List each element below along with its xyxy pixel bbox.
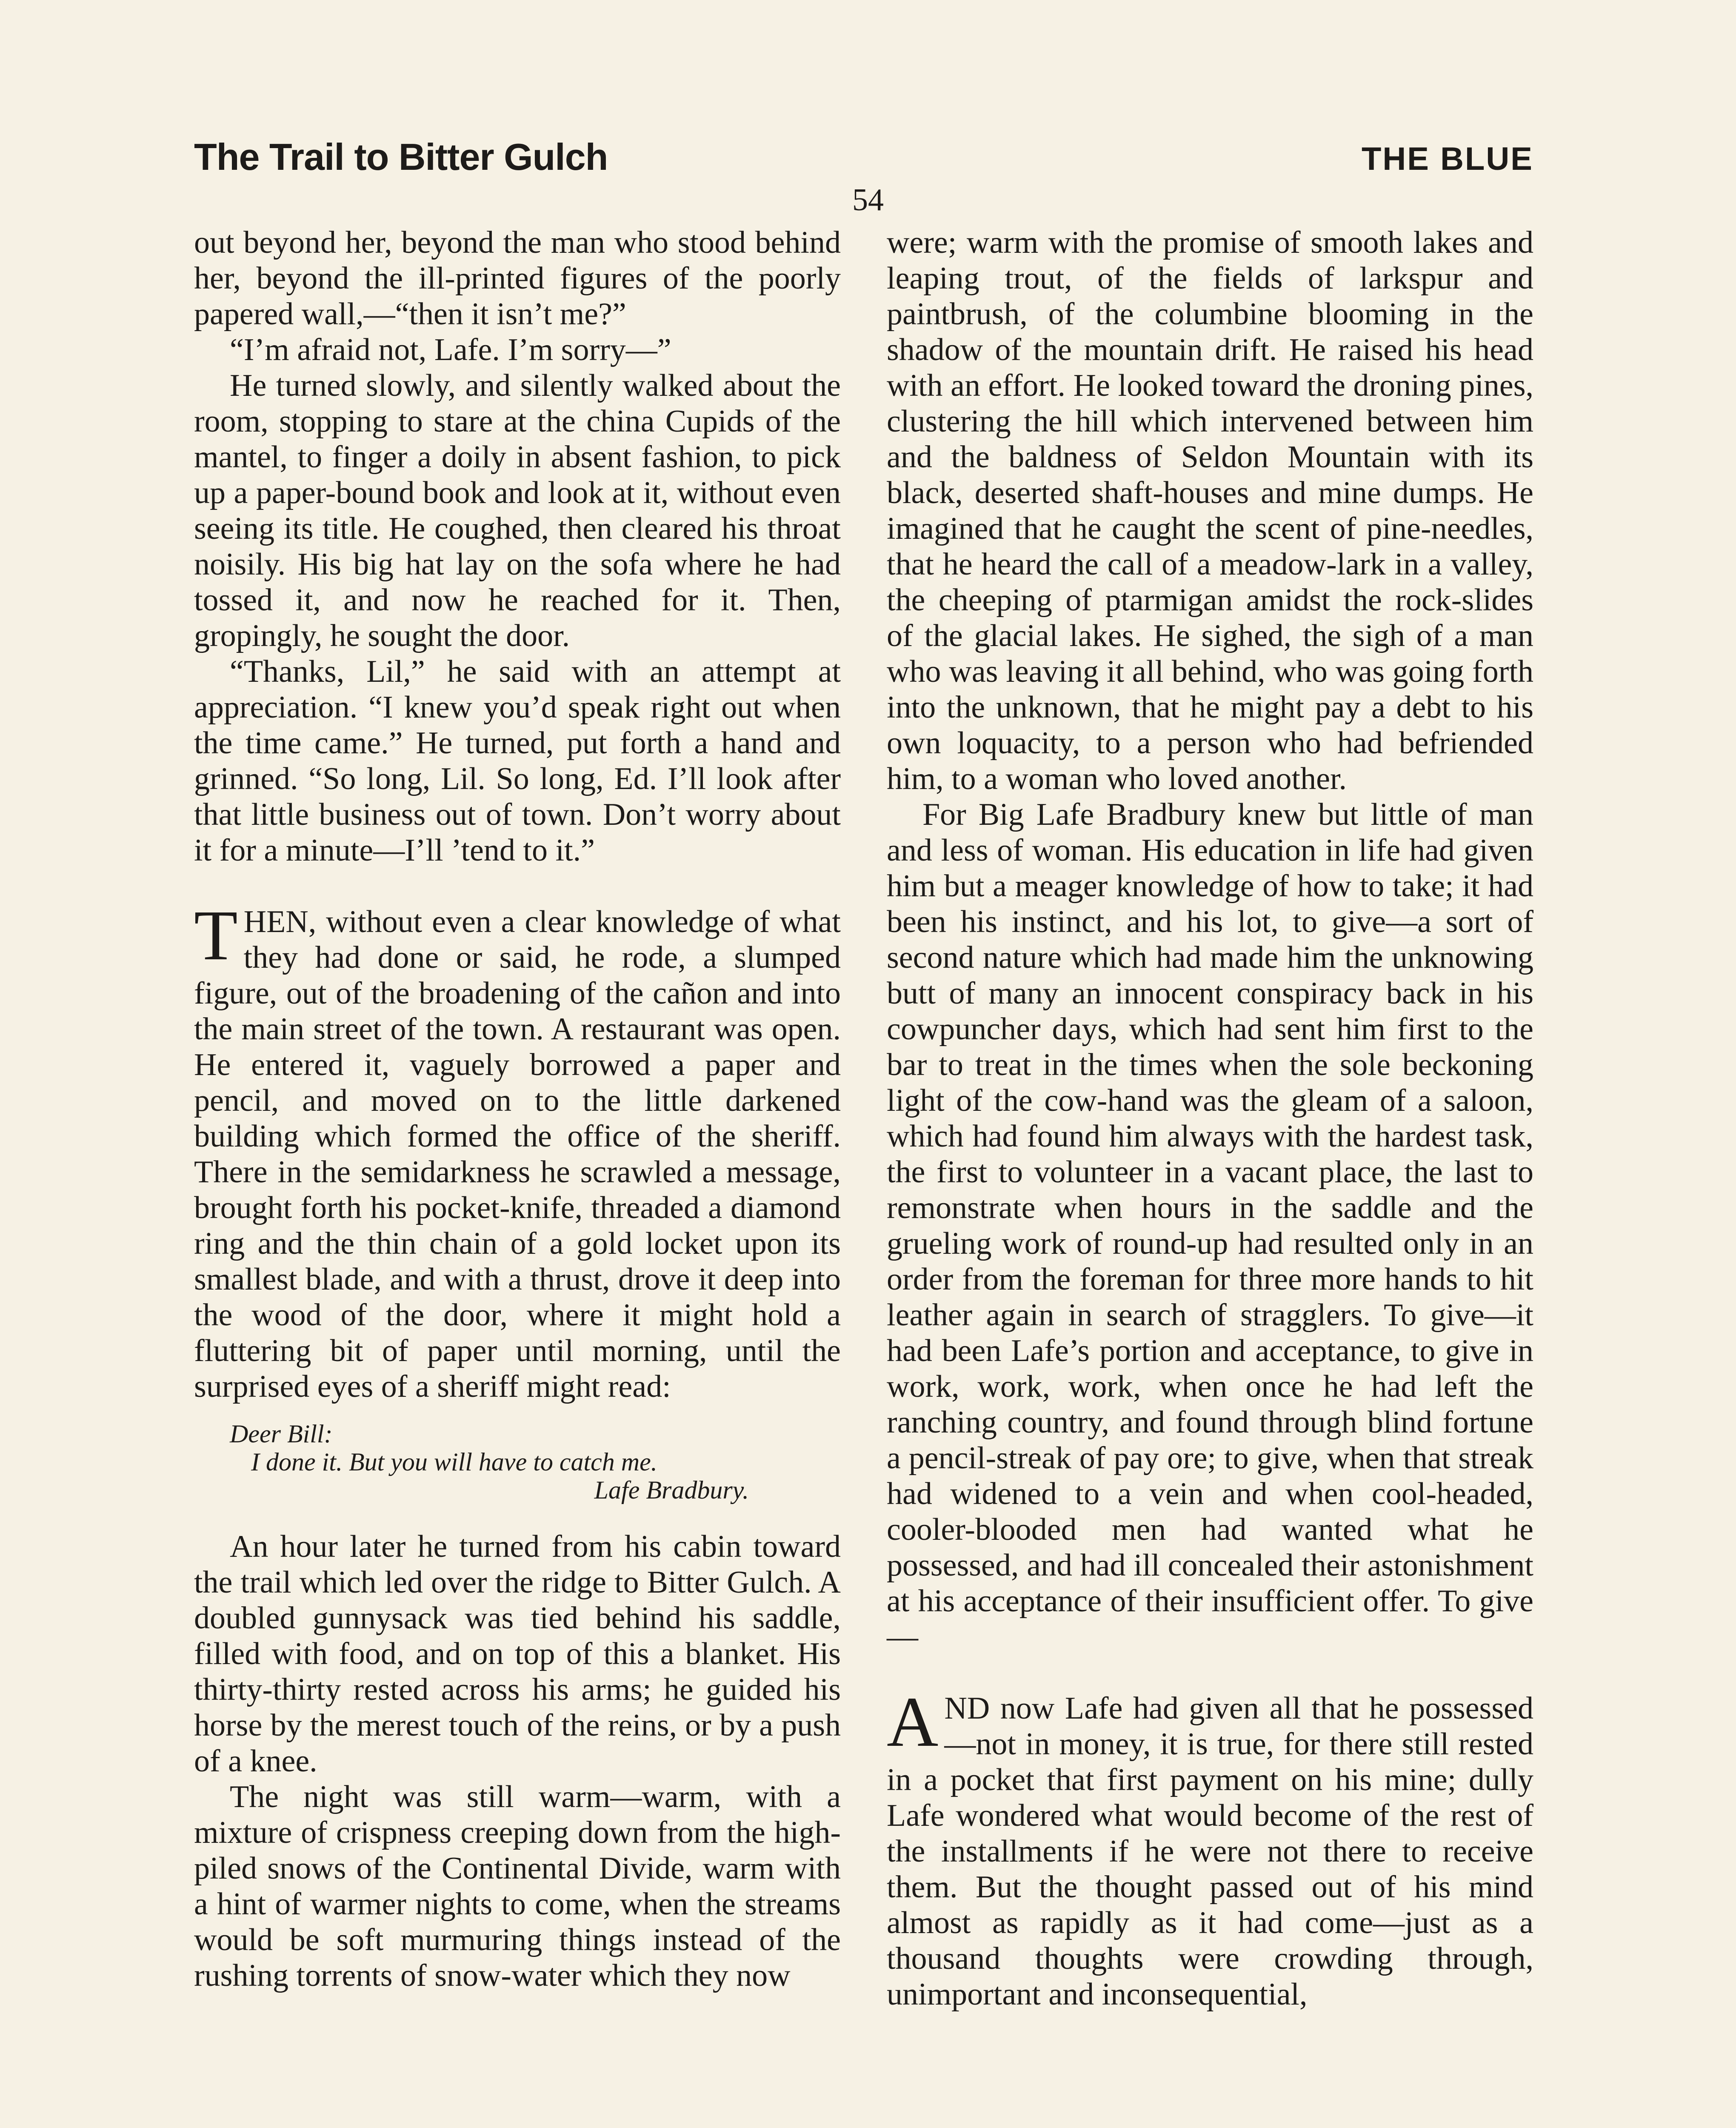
page-number: 54 xyxy=(852,183,884,217)
letter-body: I done it. But you will have to catch me. xyxy=(251,1448,657,1476)
paragraph-text: without even a clear knowledge of what they had done or said, he rode, a slumped figure, out of the broadening of the cañon and into the main street of the town. A restaurant was open. He entered it, vaguely borrowed a paper and pencil, and moved on to the little darkened building which formed the office of the sheriff. There in the semidarkness he scrawled a message, brought forth his pocket-knife, threaded a diamond ring and the thin chain of a gold locket upon its smallest blade, and with a thrust, drove it deep into the wood of the door, where it might hold a fluttering bit of paper until morning, until the surprised eyes of a sheriff might read: xyxy=(194,904,841,1404)
left-column xyxy=(194,225,841,1994)
paragraph: “I’m afraid not, Lafe. I’m sorry—” xyxy=(230,332,671,367)
magazine-title: THE BLUE xyxy=(1362,141,1533,177)
small-caps-lead: HEN, xyxy=(243,904,317,939)
paragraph: “Thanks, Lil,” he said with an attempt at appreciation. “I knew you’d speak right out when the time came.” He turned, put forth a hand and grinned. “So long, Lil. So long, Ed. I’ll look after that little business out of town. Don’t worry about it for a minute—I’ll ’tend to it.” xyxy=(194,654,841,868)
paragraph: An hour later he turned from his cabin toward the trail which led over the ridge to Bitter Gulch. A doubled gunnysack was tied behind his saddle, filled with food, and on top of this a blanket. His thirty-thirty rested across his arms; he guided his horse by the merest touch of the reins, or by a push of a knee. xyxy=(194,1529,841,1779)
letter-salutation: Deer Bill: xyxy=(230,1420,333,1448)
paragraph: out beyond her, beyond the man who stood behind her, beyond the ill-printed figures of the poorly papered wall,—“then it isn’t me?” xyxy=(194,225,841,332)
paragraph-text: now Lafe had given all that he possessed—not in money, it is true, for there still rested in a pocket that first payment on his mine; dully Lafe wondered what would become of the rest of the installments if he were not there to receive them. But the thought passed out of his mind almost as rapidly as it had come—just as a thousand thoughts were crowding through, unimportant and inconsequential, xyxy=(887,1691,1533,2012)
right-column xyxy=(887,225,1533,2012)
note-letter xyxy=(194,1420,841,1504)
paragraph: For Big Lafe Bradbury knew but little of man and less of woman. His education in life had given him but a meager knowledge of how to take; it had been his instinct, and his lot, to give—a sort of second nature which had made him the unknowing butt of many an innocent conspiracy back in his cowpuncher days, which had sent him first to the bar to treat in the times when the sole beckoning light of the cow-hand was the gleam of a saloon, which had found him always with the hardest task, the first to volunteer in a vacant place, the last to remonstrate when hours in the saddle and the grueling work of round-up had resulted only in an order from the foreman for three more hands to hit leather again in search of stragglers. To give—it had been Lafe’s portion and acceptance, to give in work, work, work, when once he had left the ranching country, and found through blind fortune a pencil-streak of pay ore; to give, when that streak had widened to a vein and when cool-headed, cooler-blooded men had wanted what he possessed, and had ill concealed their astonishment at his acceptance of their insufficient offer. To give— xyxy=(887,797,1533,1654)
paragraph: were; warm with the promise of smooth lakes and leaping trout, of the fields of larkspur and paintbrush, of the columbine blooming in the shadow of the mountain drift. He raised his head with an effort. He looked toward the droning pines, clustering the hill which intervened between him and the baldness of Seldon Mountain with its black, deserted shaft-houses and mine dumps. He imagined that he caught the scent of pine-needles, that he heard the call of a meadow-lark in a valley, the cheeping of ptarmigan amidst the rock-slides of the glacial lakes. He sighed, the sigh of a man who was leaving it all behind, who was going forth into the unknown, that he might pay a debt to his own loquacity, to a person who had befriended him, to a woman who loved another. xyxy=(887,225,1533,796)
paragraph: The night was still warm—warm, with a mixture of crispness creeping down from the high-piled snows of the Continental Divide, warm with a hint of warmer nights to come, when the streams would be soft murmuring things instead of the rushing torrents of snow-water which they now xyxy=(194,1779,841,1993)
story-title: The Trail to Bitter Gulch xyxy=(194,136,608,178)
letter-signature: Lafe Bradbury. xyxy=(594,1476,749,1504)
section-paragraph xyxy=(887,1682,1533,2012)
small-caps-lead: ND xyxy=(944,1691,990,1726)
drop-cap: T xyxy=(194,896,238,975)
paragraph: He turned slowly, and silently walked about the room, stopping to stare at the china Cupids of the mantel, to finger a doily in absent fashion, to pick up a paper-bound book and look at it, without even seeing its title. He coughed, then cleared his throat noisily. His big hat lay on the sofa where he had tossed it, and now he reached for it. Then, gropingly, he sought the door. xyxy=(194,368,841,653)
section-paragraph xyxy=(194,896,841,1404)
drop-cap: A xyxy=(887,1682,939,1762)
